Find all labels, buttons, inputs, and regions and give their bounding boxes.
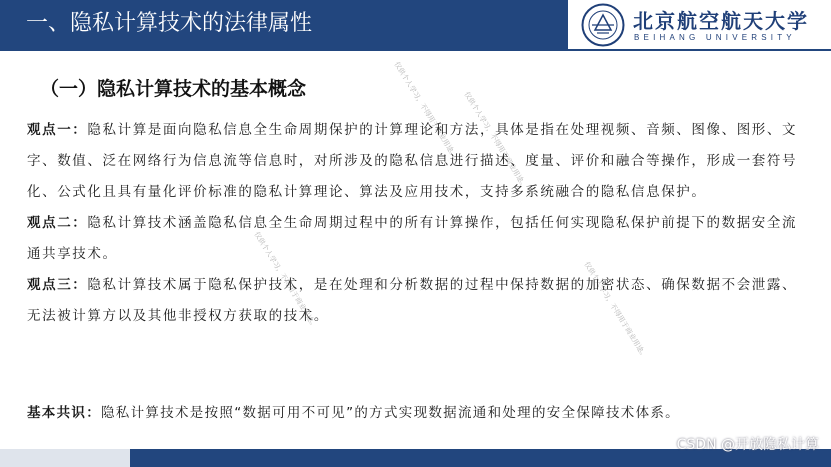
consensus-label: 基本共识： bbox=[27, 405, 101, 421]
footer-accent bbox=[0, 449, 130, 467]
page-title: 一、隐私计算技术的法律属性 bbox=[26, 11, 313, 36]
viewpoint-text: 隐私计算技术涵盖隐私信息全生命周期过程中的所有计算操作，包括任何实现隐私保护前提下的数据安全流通共享技术。 bbox=[27, 215, 798, 262]
logo-english-name: BEIHANG UNIVERSITY bbox=[634, 33, 796, 42]
logo-chinese-name: 北京航空航天大学 bbox=[633, 9, 809, 33]
watermark-text: 仅供个人学习，不得用于商业用途。 bbox=[392, 60, 459, 160]
viewpoint-label: 观点三： bbox=[27, 277, 88, 293]
watermark-text: 仅供个人学习，不得用于商业用途。 bbox=[252, 230, 319, 330]
header-divider bbox=[0, 49, 831, 51]
section-heading: （一）隐私计算技术的基本概念 bbox=[40, 78, 307, 100]
title-banner bbox=[0, 0, 568, 49]
watermark-text: 仅供个人学习，不得用于商业用途。 bbox=[462, 90, 529, 190]
watermark-text: 仅供个人学习，不得用于商业用途。 bbox=[582, 260, 649, 360]
viewpoints-body bbox=[27, 115, 802, 332]
university-seal-icon bbox=[581, 3, 625, 47]
university-logo bbox=[577, 2, 831, 48]
consensus-text: 隐私计算技术是按照“数据可用不可见”的方式实现数据流通和处理的安全保障技术体系。 bbox=[101, 405, 680, 421]
basic-consensus bbox=[27, 398, 817, 429]
viewpoint-label: 观点一： bbox=[27, 122, 88, 138]
viewpoint-3 bbox=[27, 270, 802, 332]
viewpoint-2 bbox=[27, 208, 802, 270]
viewpoint-text: 隐私计算技术属于隐私保护技术，是在处理和分析数据的过程中保持数据的加密状态、确保数据不会泄露、无法被计算方以及其他非授权方获取的技术。 bbox=[27, 277, 798, 324]
viewpoint-text: 隐私计算是面向隐私信息全生命周期保护的计算理论和方法，具体是指在处理视频、音频、图像、图形、文字、数值、泛在网络行为信息流等信息时，对所涉及的隐私信息进行描述、度量、评价和融合等操作，形成一套符号化、公式化且具有量化评价标准的隐私计算理论、算法及应用技术，支持多系统融合的隐私信息保护。 bbox=[27, 122, 798, 200]
viewpoint-label: 观点二： bbox=[27, 215, 88, 231]
viewpoint-1 bbox=[27, 115, 802, 208]
source-credit: CSDN @开放隐私计算 bbox=[676, 437, 819, 453]
